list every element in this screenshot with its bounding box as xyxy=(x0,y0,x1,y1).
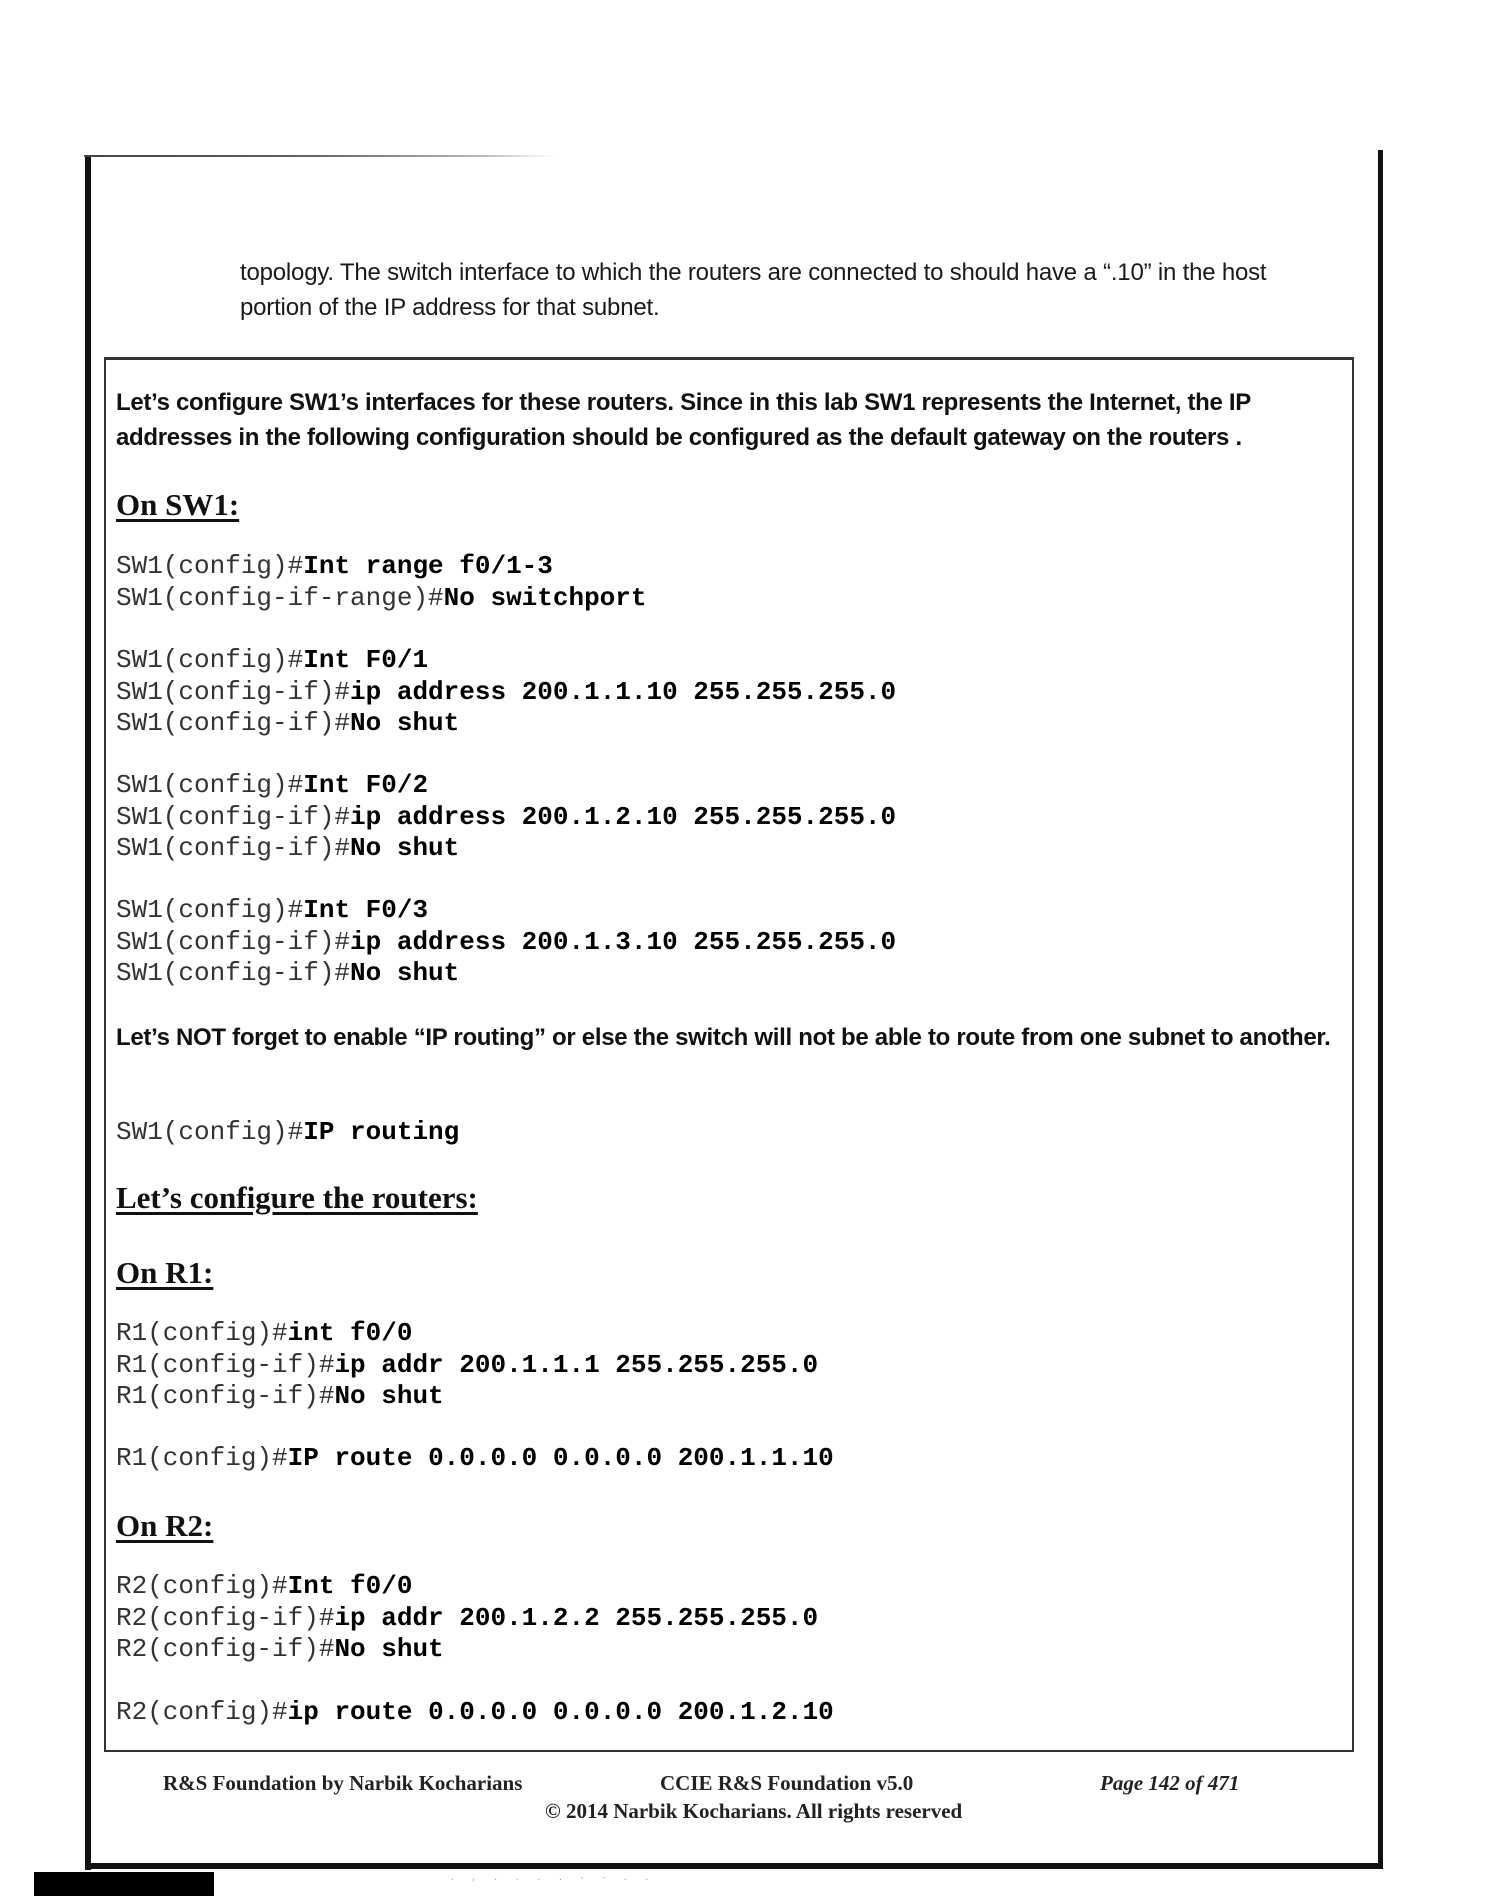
code-line xyxy=(116,708,896,740)
scan-redaction-block xyxy=(34,1872,214,1896)
heading-on-sw1: On SW1: xyxy=(116,487,240,522)
cli-command: No shut xyxy=(350,708,460,738)
cli-prompt: SW1(config)# xyxy=(116,1117,304,1147)
cli-command: ip addr 200.1.2.2 255.255.255.0 xyxy=(334,1602,819,1633)
cli-command: No shut xyxy=(334,1381,444,1411)
code-line xyxy=(116,802,896,834)
cli-prompt: SW1(config-if)# xyxy=(116,926,351,957)
code-line xyxy=(116,1571,818,1603)
cli-command: Int F0/1 xyxy=(303,645,429,675)
page-frame-left-border xyxy=(85,157,91,1870)
code-block-sw1-range xyxy=(116,551,647,614)
footer-book-author: R&S Foundation by Narbik Kocharians xyxy=(163,1771,523,1795)
cli-prompt: SW1(config-if)# xyxy=(116,676,351,707)
code-line xyxy=(116,677,896,709)
code-block-sw1-ip-routing xyxy=(116,1117,459,1149)
cli-prompt: R2(config-if)# xyxy=(116,1602,335,1633)
code-line xyxy=(116,770,896,802)
page-frame-bottom-border xyxy=(85,1863,1383,1869)
code-line xyxy=(116,1697,834,1729)
cli-prompt: SW1(config)# xyxy=(116,645,304,675)
page-frame-top-edge xyxy=(84,155,554,157)
cli-prompt: R2(config-if)# xyxy=(116,1634,335,1664)
page-frame-right-border xyxy=(1378,150,1383,1868)
cli-command: ip address 200.1.1.10 255.255.255.0 xyxy=(350,676,897,707)
code-block-sw1-f02 xyxy=(116,770,896,865)
cli-prompt: SW1(config-if)# xyxy=(116,958,351,988)
cli-command: No shut xyxy=(350,958,460,988)
heading-on-r2: On R2: xyxy=(116,1508,214,1543)
cli-prompt: SW1(config-if)# xyxy=(116,801,351,832)
footer-page-number: Page 142 of 471 xyxy=(1100,1771,1240,1795)
code-block-r2-route xyxy=(116,1697,834,1729)
ip-routing-paragraph: Let’s NOT forget to enable “IP routing” or else the switch will not be able to route from one subnet to another. xyxy=(116,1024,1331,1051)
cli-command: IP route 0.0.0.0 0.0.0.0 200.1.1.10 xyxy=(287,1443,834,1473)
scan-artifact-dots: . , . . . . - - . . xyxy=(450,1874,656,1883)
heading-configure-routers: Let’s configure the routers: xyxy=(116,1180,478,1215)
cli-prompt: R2(config)# xyxy=(116,1697,288,1727)
code-block-r1-interface xyxy=(116,1318,818,1413)
code-line xyxy=(116,895,896,927)
code-block-sw1-f01 xyxy=(116,645,896,740)
footer-book-title: CCIE R&S Foundation v5.0 xyxy=(660,1771,914,1795)
cli-prompt: SW1(config)# xyxy=(116,770,304,800)
heading-on-r1: On R1: xyxy=(116,1255,214,1290)
code-line xyxy=(116,1603,818,1635)
code-block-r1-route xyxy=(116,1443,834,1475)
cli-command: ip address 200.1.2.10 255.255.255.0 xyxy=(350,801,897,832)
cli-command: No shut xyxy=(350,833,460,863)
code-line xyxy=(116,1634,818,1666)
code-line xyxy=(116,551,647,583)
code-line xyxy=(116,1443,834,1475)
code-line xyxy=(116,833,896,865)
code-line xyxy=(116,927,896,959)
cli-command: Int range f0/1-3 xyxy=(303,551,553,581)
cli-command: Int F0/3 xyxy=(303,895,429,925)
cli-prompt: SW1(config-if)# xyxy=(116,708,351,738)
cli-command: Int F0/2 xyxy=(303,770,429,800)
cli-command: ip route 0.0.0.0 0.0.0.0 200.1.2.10 xyxy=(287,1697,834,1727)
code-line xyxy=(116,1117,459,1149)
cli-command: int f0/0 xyxy=(287,1318,413,1348)
intro-paragraph: topology. The switch interface to which the routers are connected to should have a “.10” in the host portion of the IP address for that subnet. xyxy=(240,259,1267,321)
cli-command: No switchport xyxy=(443,582,647,613)
code-line xyxy=(116,583,647,615)
cli-prompt: SW1(config)# xyxy=(116,551,304,581)
code-block-sw1-f03 xyxy=(116,895,896,990)
cli-command: Int f0/0 xyxy=(287,1571,413,1601)
code-line xyxy=(116,1318,818,1350)
cli-prompt: SW1(config-if-range)# xyxy=(116,582,444,613)
code-line xyxy=(116,1381,818,1413)
cli-prompt: R1(config-if)# xyxy=(116,1349,335,1380)
cli-prompt: R1(config-if)# xyxy=(116,1381,335,1411)
cli-command: IP routing xyxy=(303,1117,460,1147)
sw1-intro-paragraph: Let’s configure SW1’s interfaces for these routers. Since in this lab SW1 represents the Internet, the IP addresses in the following configuration should be configured as the default gateway on the routers . xyxy=(116,389,1251,451)
cli-prompt: SW1(config)# xyxy=(116,895,304,925)
cli-command: ip addr 200.1.1.1 255.255.255.0 xyxy=(334,1349,819,1380)
cli-command: ip address 200.1.3.10 255.255.255.0 xyxy=(350,926,897,957)
code-line xyxy=(116,958,896,990)
cli-command: No shut xyxy=(334,1634,444,1664)
code-block-r2-interface xyxy=(116,1571,818,1666)
footer-copyright: © 2014 Narbik Kocharians. All rights reserved xyxy=(545,1799,963,1823)
cli-prompt: SW1(config-if)# xyxy=(116,833,351,863)
cli-prompt: R2(config)# xyxy=(116,1571,288,1601)
code-line xyxy=(116,645,896,677)
code-line xyxy=(116,1350,818,1382)
cli-prompt: R1(config)# xyxy=(116,1443,288,1473)
cli-prompt: R1(config)# xyxy=(116,1318,288,1348)
